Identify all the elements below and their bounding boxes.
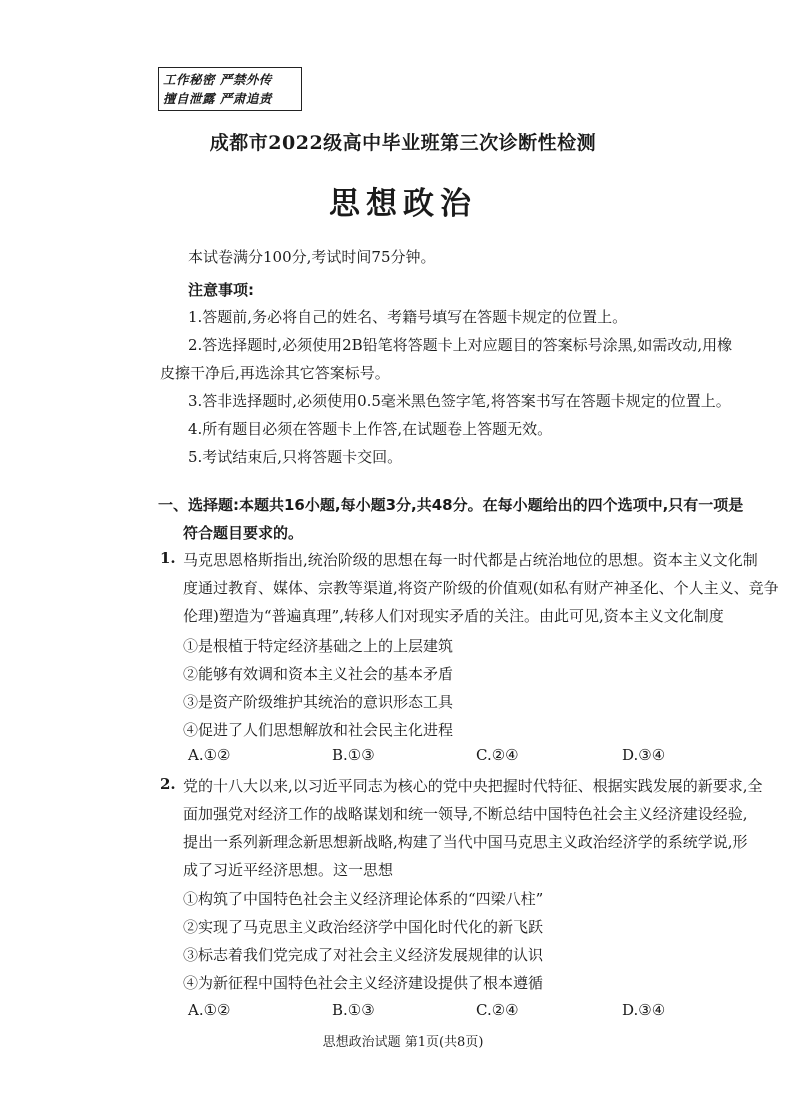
question-2-option-a: A.①②: [188, 1001, 231, 1019]
question-2-stem-line-3: 提出一系列新理念新思想新战略,构建了当代中国马克思主义政治经济学的系统学说,形: [183, 833, 748, 851]
question-1-statement-2: ②能够有效调和资本主义社会的基本矛盾: [183, 665, 454, 683]
question-2-option-b: B.①③: [332, 1001, 375, 1019]
exam-title: 成都市2022级高中毕业班第三次诊断性检测: [209, 132, 597, 154]
question-1-option-c: C.②④: [476, 746, 519, 764]
question-2-statement-3: ③标志着我们党完成了对社会主义经济发展规律的认识: [183, 946, 544, 964]
question-1-stem-line-1: 马克思恩格斯指出,统治阶级的思想在每一时代都是占统治地位的思想。资本主义文化制: [183, 551, 758, 569]
note-5: 5.考试结束后,只将答题卡交回。: [188, 448, 403, 466]
question-1-stem-line-2: 度通过教育、媒体、宗教等渠道,将资产阶级的价值观(如私有财产神圣化、个人主义、竞争: [183, 579, 779, 597]
question-1-option-b: B.①③: [332, 746, 375, 764]
question-1-option-a: A.①②: [188, 746, 231, 764]
section-heading-line-2: 符合题目要求的。: [183, 524, 304, 542]
question-1-statement-4: ④促进了人们思想解放和社会民主化进程: [183, 721, 454, 739]
question-2-stem-line-1: 党的十八大以来,以习近平同志为核心的党中央把握时代特征、根据实践发展的新要求,全: [183, 777, 763, 795]
note-2-line-2: 皮擦干净后,再选涂其它答案标号。: [160, 364, 390, 382]
question-2-option-d: D.③④: [622, 1001, 666, 1019]
intro-text: 本试卷满分100分,考试时间75分钟。: [188, 248, 436, 266]
question-2-stem-line-2: 面加强党对经济工作的战略谋划和统一领导,不断总结中国特色社会主义经济建设经验,: [183, 805, 748, 823]
notes-heading: 注意事项:: [188, 281, 254, 299]
subject-title: 思想政治: [329, 186, 477, 222]
question-2-statement-1: ①构筑了中国特色社会主义经济理论体系的“四梁八柱”: [183, 890, 544, 908]
stamp-line-1: 工作秘密 严禁外传: [163, 72, 272, 87]
stamp-line-2: 擅自泄露 严肃追责: [163, 91, 272, 106]
note-3: 3.答非选择题时,必须使用0.5毫米黑色签字笔,将答案书写在答题卡规定的位置上。: [188, 392, 731, 410]
question-1-statement-3: ③是资产阶级维护其统治的意识形态工具: [183, 693, 454, 711]
page-footer: 思想政治试题 第1页(共8页): [322, 1035, 484, 1050]
note-4: 4.所有题目必须在答题卡上作答,在试题卷上答题无效。: [188, 420, 553, 438]
question-1-option-d: D.③④: [622, 746, 666, 764]
question-2-statement-4: ④为新征程中国特色社会主义经济建设提供了根本遵循: [183, 974, 544, 992]
confidential-stamp: [158, 67, 302, 111]
question-2-option-c: C.②④: [476, 1001, 519, 1019]
question-1-statement-1: ①是根植于特定经济基础之上的上层建筑: [183, 637, 454, 655]
question-2-statement-2: ②实现了马克思主义政治经济学中国化时代化的新飞跃: [183, 918, 544, 936]
question-1-stem-line-3: 伦理)塑造为“普遍真理”,转移人们对现实矛盾的关注。由此可见,资本主义文化制度: [183, 607, 724, 625]
note-1: 1.答题前,务必将自己的姓名、考籍号填写在答题卡规定的位置上。: [188, 308, 628, 326]
question-2-stem-line-4: 成了习近平经济思想。这一思想: [183, 861, 394, 879]
question-1-number: 1.: [160, 549, 176, 567]
section-heading-line-1: 一、选择题:本题共16小题,每小题3分,共48分。在每小题给出的四个选项中,只有一项是: [158, 496, 744, 514]
question-2-number: 2.: [160, 775, 176, 793]
note-2-line-1: 2.答选择题时,必须使用2B铅笔将答题卡上对应题目的答案标号涂黑,如需改动,用橡: [188, 336, 733, 354]
